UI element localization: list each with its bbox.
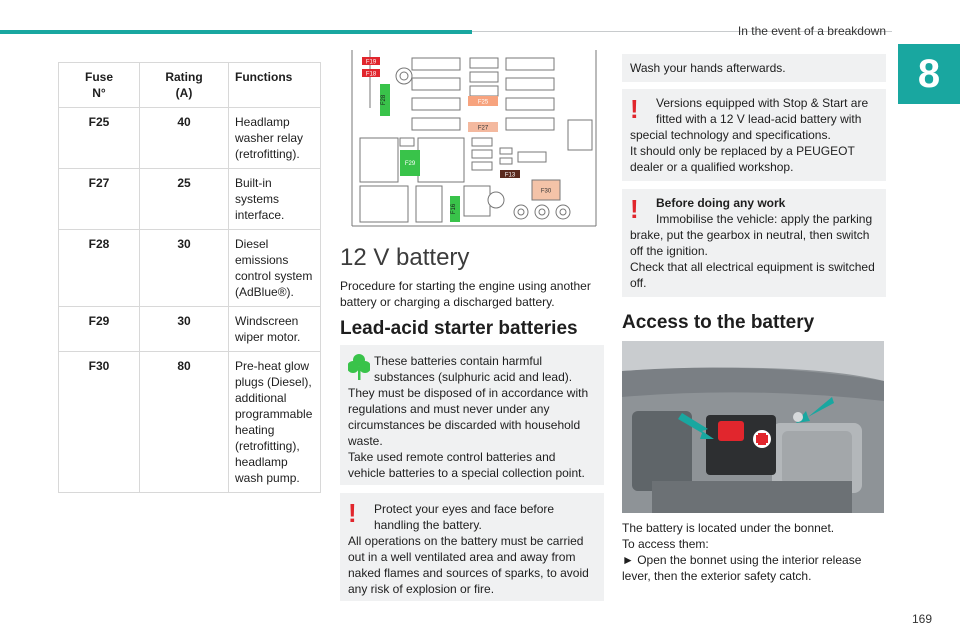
warning-protect [340, 493, 604, 601]
fuse-rating: 80 [140, 352, 229, 493]
lead-acid-title: Lead-acid starter batteries [340, 318, 578, 339]
fuse-box-diagram [346, 50, 600, 228]
fuse-label-f27: F27 [477, 125, 489, 132]
header-rating: Rating (A) [140, 63, 229, 108]
section-title: In the event of a breakdown [737, 24, 886, 38]
fuse-label-f19: F19 [365, 59, 377, 66]
environment-note [340, 345, 604, 485]
fuse-label-f16: F16 [451, 203, 457, 215]
battery-intro: Procedure for starting the engine using another battery or charging a discharged battery. [340, 279, 591, 309]
fuse-function: Windscreen wiper motor. [229, 307, 321, 352]
warning-stop-start [622, 89, 886, 181]
fuse-function: Built-in systems interface. [229, 169, 321, 230]
table-row [59, 307, 321, 352]
fuse-rating: 30 [140, 230, 229, 307]
access-step: ► Open the bonnet using the interior release lever, then the exterior safety catch. [622, 553, 862, 583]
fuse-rating: 30 [140, 307, 229, 352]
warning-icon: ! [348, 498, 357, 528]
warn-ss-line1: Versions equipped with Stop & Start are [656, 96, 869, 110]
table-row [59, 352, 321, 493]
warn-before-line1: Immobilise the vehicle: apply the parking [656, 212, 873, 226]
fuse-label-f28: F28 [381, 94, 387, 106]
table-row [59, 108, 321, 169]
fuse-function: Diesel emissions control system (AdBlue®). [229, 230, 321, 307]
battery-location-photo [622, 341, 884, 513]
fuse-label-f25: F25 [477, 99, 489, 106]
wash-hands-text: Wash your hands afterwards. [630, 61, 786, 75]
header-fuse: Fuse N° [59, 63, 140, 108]
warn-protect-body: All operations on the battery must be carried out in a well ventilated area and away from naked flames and sources of sparks, to avoid any risk of explosion or fire. [348, 534, 589, 596]
header-accent-bar [0, 30, 472, 34]
access-text-1: The battery is located under the bonnet. [622, 521, 835, 535]
warn-before-body: brake, put the gearbox in neutral, then switch off the ignition. [630, 228, 870, 258]
warning-before-work [622, 189, 886, 297]
warn-ss-line2: fitted with a 12 V lead-acid battery with [656, 112, 862, 126]
fuse-label-f29: F29 [404, 161, 416, 167]
wash-hands-note [622, 54, 886, 82]
env-note-body: They must be disposed of in accordance with regulations and must never under any circumstances be discarded with household waste. [348, 386, 589, 448]
access-title: Access to the battery [622, 312, 815, 333]
fuse-label-f13: F13 [504, 172, 516, 179]
fuse-table [58, 62, 321, 493]
warn-protect-line1: Protect your eyes and face before [374, 502, 555, 516]
env-note-line2: substances (sulphuric acid and lead). [374, 370, 573, 384]
warn-before-title: Before doing any work [656, 196, 786, 210]
env-note-body2: Take used remote control batteries and vehicle batteries to a special collection point. [348, 450, 585, 480]
battery-title: 12 V battery [340, 244, 470, 271]
env-note-line1: These batteries contain harmful [374, 354, 543, 368]
fuse-number: F27 [59, 169, 140, 230]
fuse-number: F25 [59, 108, 140, 169]
fuse-number: F29 [59, 307, 140, 352]
warning-icon: ! [630, 194, 639, 224]
fuse-table-header [59, 63, 321, 108]
fuse-label-f18: F18 [365, 71, 377, 78]
page-number: 169 [911, 612, 932, 626]
fuse-number: F28 [59, 230, 140, 307]
warning-icon: ! [630, 94, 639, 124]
fuse-rating: 40 [140, 108, 229, 169]
warn-protect-line2: handling the battery. [374, 518, 482, 532]
table-row [59, 169, 321, 230]
fuse-function: Pre-heat glow plugs (Diesel), additional programmable heating (retrofitting), headlamp wash pump. [229, 352, 321, 493]
fuse-label-f30: F30 [540, 188, 552, 195]
fuse-rating: 25 [140, 169, 229, 230]
warn-before-body2: Check that all electrical equipment is switched off. [630, 260, 875, 290]
leaf-icon [348, 353, 370, 381]
warn-ss-body2: It should only be replaced by a PEUGEOT dealer or a qualified workshop. [630, 144, 855, 174]
fuse-number: F30 [59, 352, 140, 493]
table-row [59, 230, 321, 307]
warn-ss-body: special technology and specifications. [630, 128, 831, 142]
header-functions: Functions [229, 63, 321, 108]
chapter-tab: 8 [898, 44, 960, 104]
access-text-2: To access them: [622, 537, 709, 551]
fuse-function: Headlamp washer relay (retrofitting). [229, 108, 321, 169]
